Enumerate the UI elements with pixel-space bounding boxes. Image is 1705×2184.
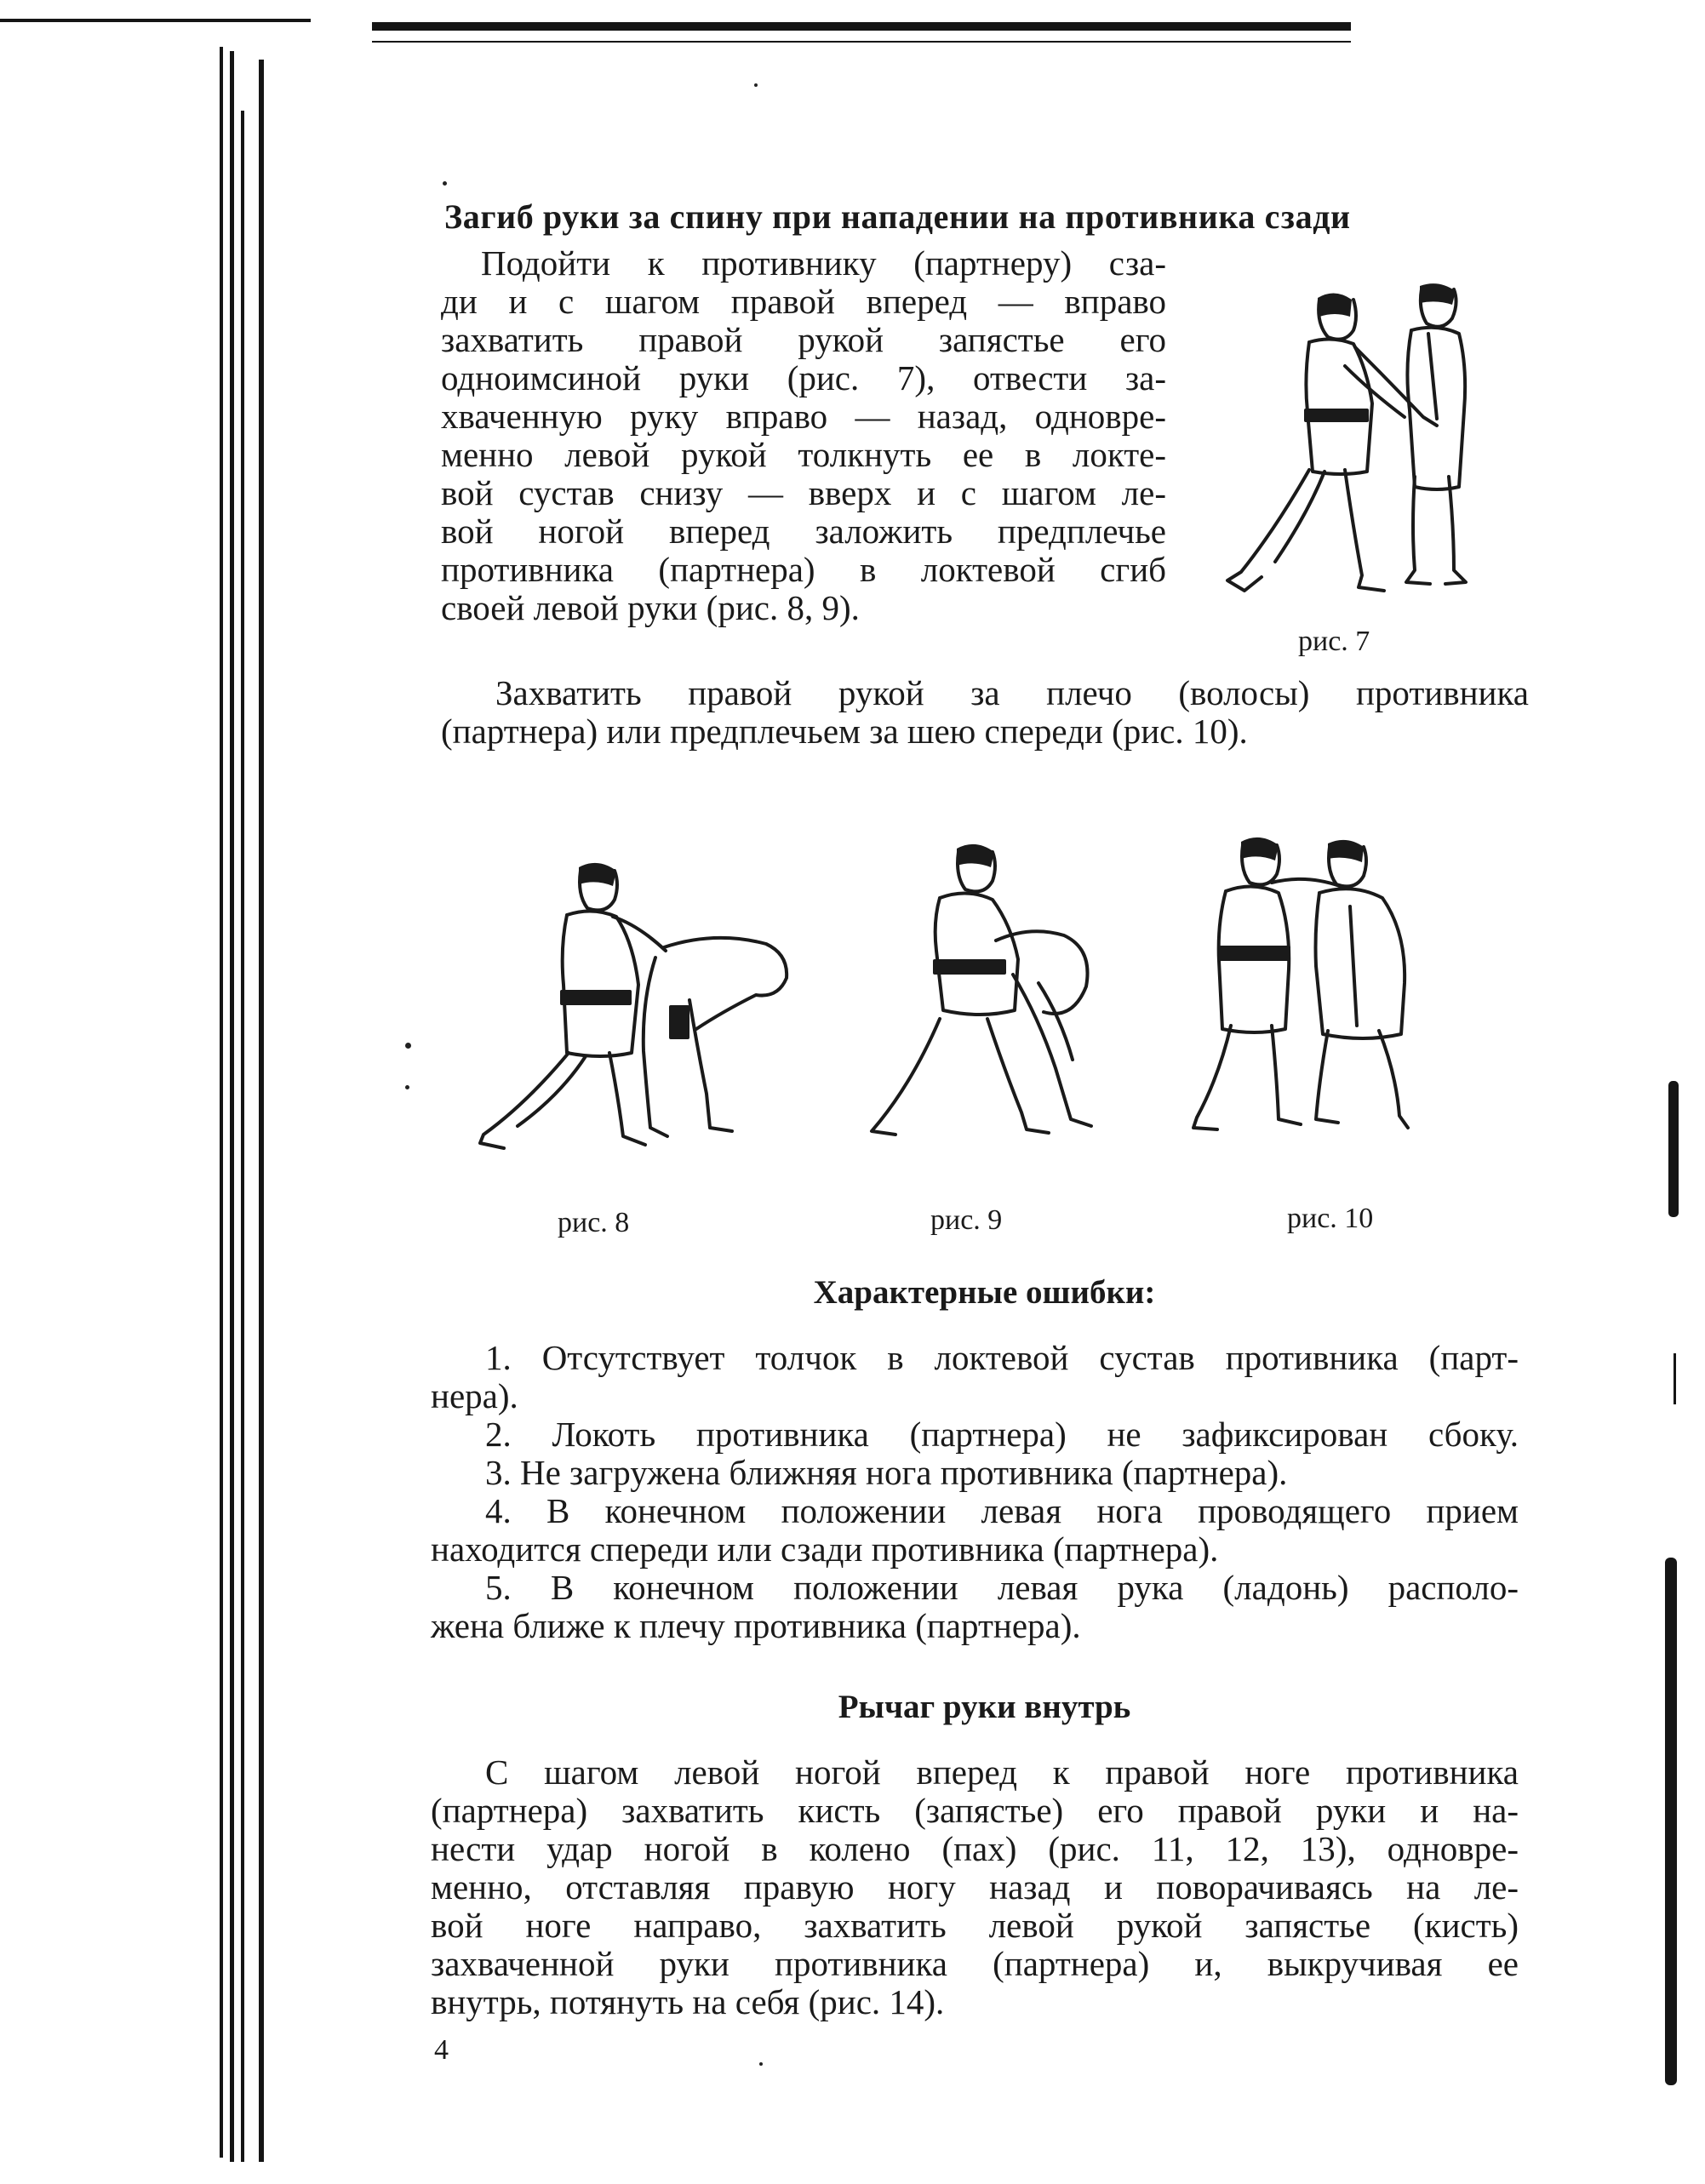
text-line: своей левой руки (рис. 8, 9). — [441, 588, 860, 627]
text-line: менно, отставляя правую ногу назад и поворачиваясь на ле- — [431, 1867, 1519, 1907]
figure-8-caption: рис. 8 — [558, 1207, 630, 1238]
text-line: нести удар ногой в колено (пах) (рис. 11, 12, 13), одновре- — [431, 1829, 1519, 1868]
errors-heading: Характерные ошибки: — [813, 1274, 1156, 1311]
figure-7-illustration — [1217, 281, 1498, 596]
text-line: Захватить правой рукой за плечо (волосы) противника — [495, 673, 1529, 712]
error-item-3: 3. Не загружена ближняя нога противника (партнера). — [485, 1453, 1288, 1492]
figure-10-caption: рис. 10 — [1287, 1203, 1374, 1234]
binding-line-2 — [230, 51, 234, 2162]
text-line: вой ноге направо, захватить левой рукой запястье (кисть) — [431, 1906, 1519, 1945]
binding-line-3 — [241, 111, 244, 2162]
text-line: хваченную руку вправо — назад, одновре- — [441, 397, 1166, 436]
scan-speck — [405, 1085, 409, 1089]
top-rule — [372, 22, 1351, 31]
scan-speck — [754, 83, 758, 87]
right-edge-mark-3 — [1665, 1558, 1677, 2085]
text-line: (партнера) или предплечьем за шею спереди (рис. 10). — [441, 712, 1248, 751]
error-item-1: 1. Отсутствует толчок в локтевой сустав противника (парт- — [485, 1338, 1519, 1377]
text-line: (партнера) захватить кисть (запястье) его правой руки и на- — [431, 1791, 1519, 1830]
binding-line-4 — [259, 60, 264, 2162]
figure-9-caption: рис. 9 — [930, 1204, 1003, 1236]
figure-9-illustration — [851, 838, 1107, 1145]
text-line: захваченной руки противника (партнера) и, выкручивая ее — [431, 1944, 1519, 1983]
error-item-4: 4. В конечном положении левая нога проводящего прием — [485, 1491, 1519, 1530]
section2-heading: Рычаг руки внутрь — [838, 1689, 1131, 1725]
page-number: 4 — [434, 2034, 449, 2066]
error-item-4-continued: находится спереди или сзади противника (партнера). — [431, 1529, 1219, 1569]
top-left-rule — [0, 19, 311, 22]
figure-10-illustration — [1183, 830, 1456, 1136]
text-line: вой ногой вперед заложить предплечье — [441, 512, 1166, 551]
binding-line-1 — [220, 47, 223, 2158]
error-item-5: 5. В конечном положении левая рука (ладонь) располо- — [485, 1568, 1519, 1607]
section-title: Загиб руки за спину при нападении на противника сзади — [444, 197, 1351, 236]
figure-8-illustration — [460, 855, 800, 1162]
section2-paragraph — [431, 1753, 1519, 2021]
text-line: Подойти к противнику (партнеру) сза- — [481, 243, 1166, 283]
section1-paragraph1 — [441, 244, 1166, 627]
right-edge-mark-1 — [1668, 1081, 1679, 1217]
text-line: противника (партнера) в локтевой сгиб — [441, 550, 1166, 589]
right-edge-mark-2 — [1674, 1353, 1676, 1404]
text-line: С шагом левой ногой вперед к правой ноге противника — [485, 1752, 1519, 1792]
errors-list — [431, 1339, 1519, 1645]
scan-speck — [405, 1043, 411, 1049]
error-item-5-continued: жена ближе к плечу противника (партнера). — [431, 1606, 1081, 1645]
error-item-1-continued: нера). — [431, 1376, 518, 1415]
text-line: одноимсиной руки (рис. 7), отвести за- — [441, 358, 1166, 397]
text-line: ди и с шагом правой вперед — вправо — [441, 282, 1166, 321]
scan-speck — [443, 181, 447, 186]
figure-7-caption: рис. 7 — [1298, 626, 1370, 657]
text-line: менно левой рукой толкнуть ее в локте- — [441, 435, 1166, 474]
text-line: внутрь, потянуть на себя (рис. 14). — [431, 1982, 945, 2021]
section1-paragraph2 — [441, 674, 1529, 751]
error-item-2: 2. Локоть противника (партнера) не зафиксирован сбоку. — [485, 1415, 1519, 1454]
scan-speck — [759, 2062, 763, 2066]
text-line: захватить правой рукой запястье его — [441, 320, 1166, 359]
top-rule-thin — [372, 41, 1351, 43]
text-line: вой сустав снизу — вверх и с шагом ле- — [441, 473, 1166, 512]
